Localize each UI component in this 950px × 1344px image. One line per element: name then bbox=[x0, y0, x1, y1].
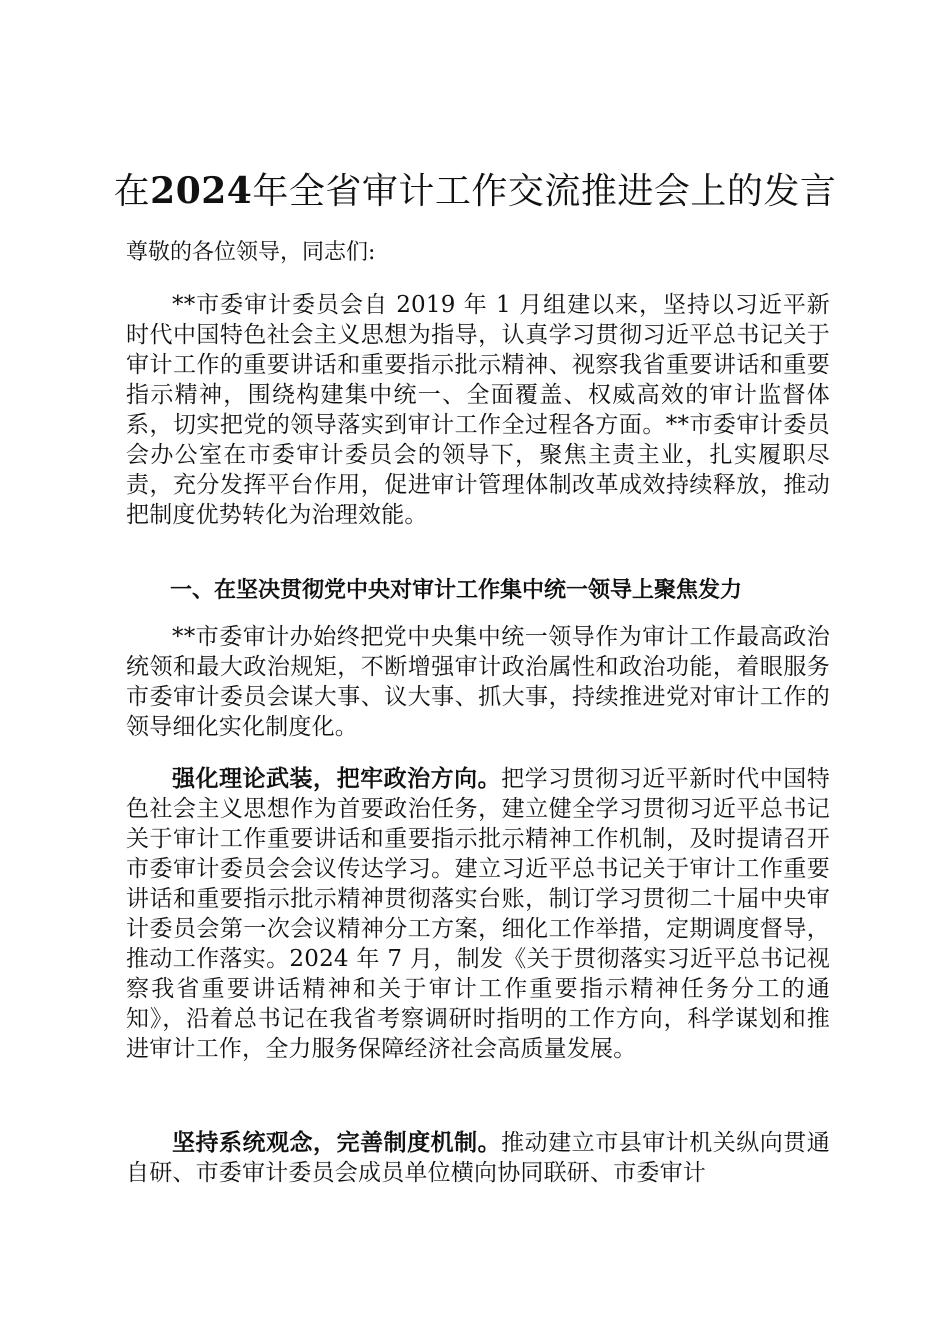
title-year: 2024 bbox=[150, 170, 253, 212]
title-prefix: 在 bbox=[113, 171, 151, 212]
item-body-system: 推动建立市县审计机关纵向贯通自研、市委审计委员会成员单位横向协同联研、市委审计 bbox=[126, 1130, 830, 1186]
item-paragraph-system bbox=[126, 1128, 830, 1188]
document-title bbox=[0, 165, 950, 218]
title-suffix: 年全省审计工作交流推进会上的发言 bbox=[252, 171, 837, 212]
item-lead-system: 坚持系统观念，完善制度机制。 bbox=[172, 1129, 502, 1156]
section-body-paragraph: **市委审计办始终把党中央集中统一领导作为审计工作最高政治统领和最大政治规矩，不断增强审计政治属性和政治功能，着眼服务市委审计委员会谋大事、议大事、抓大事，持续推进党对审计工作的领导细化实化制度化。 bbox=[126, 624, 830, 740]
section-heading: 一、在坚决贯彻党中央对审计工作集中统一领导上聚焦发力 bbox=[170, 577, 743, 603]
salutation: 尊敬的各位领导，同志们: bbox=[126, 240, 376, 265]
item-paragraph-theory bbox=[126, 764, 830, 1064]
item-lead-theory: 强化理论武装，把牢政治方向。 bbox=[172, 765, 502, 792]
item-body-theory: 把学习贯彻习近平新时代中国特色社会主义思想作为首要政治任务，建立健全学习贯彻习近平总书记关于审计工作重要讲话和重要指示批示精神工作机制，及时提请召开市委审计委员会会议传达学习。建立习近平总书记关于审计工作重要讲话和重要指示批示精神贯彻落实台账，制订学习贯彻二十届中央审计委员会第一次会议精神分工方案，细化工作举措，定期调度督导，推动工作落实。2024 年 7 月，制发《关于贯彻落实习近平总书记视察我省重要讲话精神和关于审计工作重要指示精神任务分工的通知》，沿着总书记在我省考察调研时指明的工作方向，科学谋划和推进审计工作，全力服务保障经济社会高质量发展。 bbox=[126, 766, 830, 1062]
intro-paragraph: **市委审计委员会自 2019 年 1 月组建以来，坚持以习近平新时代中国特色社会主义思想为指导，认真学习贯彻习近平总书记关于审计工作的重要讲话和重要指示批示精神、视察我省重要讲话和重要指示精神，围绕构建集中统一、全面覆盖、权威高效的审计监督体系，切实把党的领导落实到审计工作全过程各方面。**市委审计委员会办公室在市委审计委员会的领导下，聚焦主责主业，扎实履职尽责，充分发挥平台作用，促进审计管理体制改革成效持续释放，推动把制度优势转化为治理效能。 bbox=[126, 292, 830, 528]
